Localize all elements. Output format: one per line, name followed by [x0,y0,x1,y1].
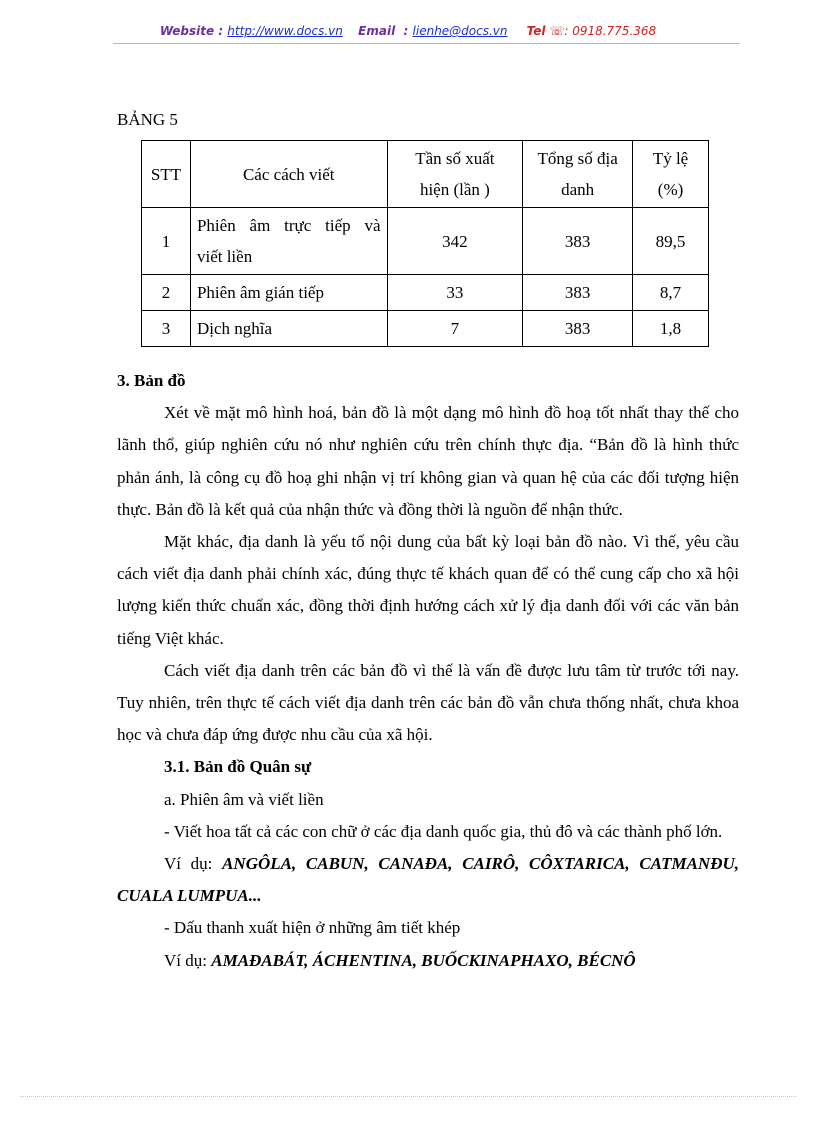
sub-item-label: a. Phiên âm và viết liền [164,789,324,809]
paragraph: Xét về mặt mô hình hoá, bản đồ là một dạng mô hình đồ hoạ tốt nhất thay thế cho lãnh thổ, giúp nghiên cứu nó như nghiên cứu trên chính thực địa. “Bản đồ là hình thức phản ánh, là công cụ đồ hoạ ghi nhận vị trí không gian và quan hệ của các đối tượng hiện thực. Bản đồ là kết quả của nhận thức và đồng thời là nguồn để nhận thức. [117,403,739,519]
paragraph: Mặt khác, địa danh là yếu tố nội dung của bất kỳ loại bản đồ nào. Vì thế, yêu cầu cách viết địa danh phải chính xác, đúng thực tế khách quan để có thể cung cấp cho xã hội lượng kiến thức chuẩn xác, đồng thời định hướng cách xử lý địa danh đối với các văn bản tiếng Việt khác. [117,532,739,648]
header-ratio: Tỷ lệ (%) [633,141,709,208]
phone-icon: ☏ [549,24,565,38]
bullet-item: - Dấu thanh xuất hiện ở những âm tiết khép [164,918,461,938]
footer-divider [20,1096,796,1097]
table-row: 3 Dịch nghĩa 7 383 1,8 [142,311,709,347]
table-row: 2 Phiên âm gián tiếp 33 383 8,7 [142,275,709,311]
method-cell: Phiên âm trực tiếp và viết liền [190,208,387,275]
tel-value: 0918.775.368 [572,24,657,38]
example-line: Ví dụ: ANGÔLA, CABUN, CANAĐA, CAIRÔ, CÔXTARICA, CATMANĐU, CUALA LUMPUA... [117,854,739,906]
data-table [141,140,709,347]
table-header-row [142,141,709,208]
header-divider [113,43,740,44]
bullet-item: - Viết hoa tất cả các con chữ ở các địa danh quốc gia, thủ đô và các thành phố lớn. [164,821,723,841]
website-link[interactable]: http://www.docs.vn [227,24,343,38]
header-stt: STT [142,141,191,208]
subsection-heading: 3.1. Bản đồ Quân sự [164,757,312,777]
website-label: Website [159,24,215,38]
tel-label: Tel [526,24,546,38]
method-cell: Dịch nghĩa [190,311,387,347]
example-names: ANGÔLA, CABUN, CANAĐA, CAIRÔ, CÔXTARICA, CATMANĐU, CUALA LUMPUA... [117,854,739,906]
example-names: AMAĐABÁT, ÁCHENTINA, BUỐCKINAPHAXO, BÉCNÔ [211,950,636,970]
page-header: Website : http://www.docs.vn Email : lienhe@docs.vn Tel ☏: 0918.775.368 [159,24,657,38]
table-caption: BẢNG 5 [117,110,178,129]
example-line: Ví dụ: AMAĐABÁT, ÁCHENTINA, BUỐCKINAPHAXO, BÉCNÔ [164,950,636,970]
body-content [117,365,739,977]
table-row: 1 Phiên âm trực tiếp và viết liền 342 383 89,5 [142,208,709,275]
email-link[interactable]: lienhe@docs.vn [412,24,508,38]
email-label: Email [358,24,396,38]
header-total: Tổng số địa danh [523,141,633,208]
header-frequency: Tần số xuất hiện (lần ) [387,141,523,208]
header-method: Các cách viết [190,141,387,208]
section-heading: 3. Bản đồ [117,371,186,390]
paragraph: Cách viết địa danh trên các bản đồ vì thế là vấn đề được lưu tâm từ trước tới nay. Tuy nhiên, trên thực tế cách viết địa danh trên các bản đồ vẫn chưa thống nhất, chưa khoa học và chưa đáp ứng được nhu cầu của xã hội. [117,660,739,745]
method-cell: Phiên âm gián tiếp [190,275,387,311]
